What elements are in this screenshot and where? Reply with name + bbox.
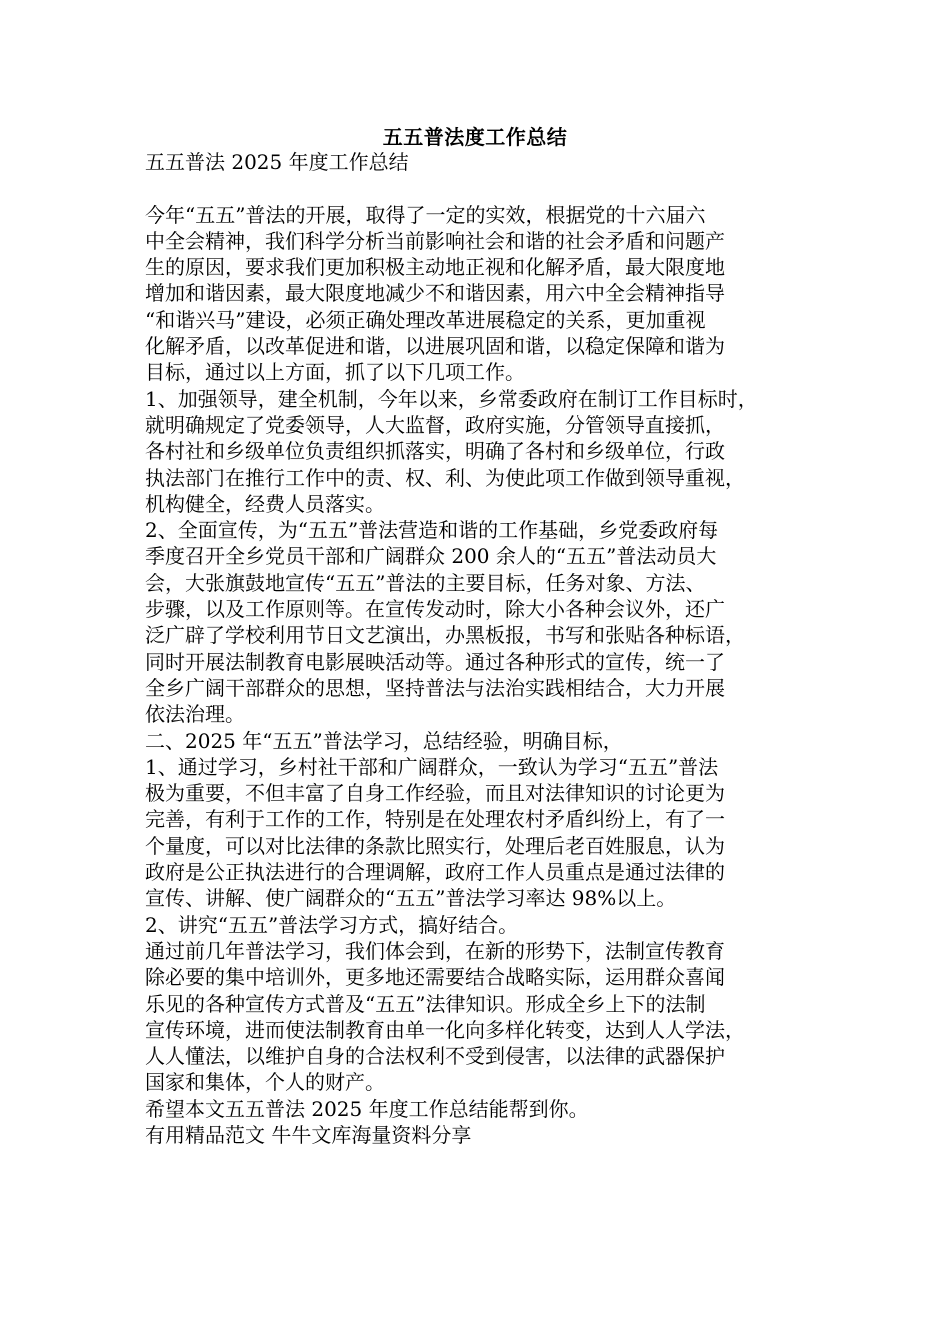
body-line: 会，大张旗鼓地宣传“五五”普法的主要目标，任务对象、方法、 [145, 570, 706, 595]
body-line: 今年“五五”普法的开展，取得了一定的实效，根据党的十六届六 [145, 202, 706, 227]
body-line: 中全会精神，我们科学分析当前影响社会和谐的社会矛盾和问题产 [145, 228, 725, 253]
body-line: 宣传、讲解、使广阔群众的“五五”普法学习率达 98%以上。 [145, 886, 677, 911]
document-body [145, 149, 810, 1148]
body-line: 增加和谐因素，最大限度地减少不和谐因素，用六中全会精神指导 [145, 281, 725, 306]
body-line: 个量度，可以对比法律的条款比照实行，处理后老百姓服息，认为 [145, 833, 725, 858]
body-line: 各村社和乡级单位负责组织抓落实，明确了各村和乡级单位，行政 [145, 439, 725, 464]
body-line: 政府是公正执法进行的合理调解，政府工作人员重点是通过法律的 [145, 860, 725, 885]
body-line: 极为重要，不但丰富了自身工作经验，而且对法律知识的讨论更为 [145, 781, 725, 806]
footer-line: 有用精品范文 牛牛文库海量资料分享 [145, 1122, 472, 1147]
body-line: 依法治理。 [145, 702, 245, 727]
body-line: 人人懂法，以维护自身的合法权利不受到侵害，以法律的武器保护 [145, 1044, 725, 1069]
body-line: 2、讲究“五五”普法学习方式，搞好结合。 [145, 912, 519, 937]
blank-line [145, 175, 810, 201]
body-line: 化解矛盾，以改革促进和谐，以进展巩固和谐，以稳定保障和谐为 [145, 334, 725, 359]
body-line: “和谐兴马”建设，必须正确处理改革进展稳定的关系，更加重视 [145, 307, 706, 332]
body-line: 泛广辟了学校利用节日文艺演出，办黑板报，书写和张贴各种标语， [145, 623, 745, 648]
document-subtitle: 五五普法 2025 年度工作总结 [145, 150, 409, 174]
body-line: 2、全面宣传，为“五五”普法营造和谐的工作基础，乡党委政府每 [145, 518, 719, 543]
body-line: 乐见的各种宣传方式普及“五五”法律知识。形成全乡上下的法制 [145, 991, 706, 1016]
body-line: 二、2025 年“五五”普法学习，总结经验，明确目标， [145, 728, 623, 753]
body-line: 1、通过学习，乡村社干部和广阔群众，一致认为学习“五五”普法 [145, 754, 719, 779]
body-line: 完善，有利于工作的工作，特别是在处理农村矛盾纠纷上，有了一 [145, 807, 725, 832]
body-line: 就明确规定了党委领导，人大监督，政府实施，分管领导直接抓， [145, 412, 725, 437]
body-line: 同时开展法制教育电影展映活动等。通过各种形式的宣传，统一了 [145, 649, 725, 674]
body-line: 执法部门在推行工作中的责、权、利、为使此项工作做到领导重视， [145, 465, 745, 490]
body-line: 步骤，以及工作原则等。在宣传发动时，除大小各种会议外，还广 [145, 597, 725, 622]
body-line: 除必要的集中培训外，更多地还需要结合战略实际，运用群众喜闻 [145, 965, 725, 990]
body-line: 1、加强领导，建全机制，今年以来，乡常委政府在制订工作目标时， [145, 386, 758, 411]
body-line: 季度召开全乡党员干部和广阔群众 200 余人的“五五”普法动员大 [145, 544, 717, 569]
body-line: 通过前几年普法学习，我们体会到，在新的形势下，法制宣传教育 [145, 938, 725, 963]
body-line: 生的原因，要求我们更加积极主动地正视和化解矛盾，最大限度地 [145, 255, 725, 280]
document-title: 五五普法度工作总结 [382, 125, 568, 149]
body-line: 宣传环境，进而使法制教育由单一化向多样化转变，达到人人学法， [145, 1017, 745, 1042]
body-line: 机构健全，经费人员落实。 [145, 491, 385, 516]
body-line: 目标，通过以上方面，抓了以下几项工作。 [145, 360, 525, 385]
body-line: 国家和集体，个人的财产。 [145, 1070, 385, 1095]
body-line: 全乡广阔干部群众的思想，坚持普法与法治实践相结合，大力开展 [145, 675, 725, 700]
closing-line: 希望本文五五普法 2025 年度工作总结能帮到你。 [145, 1096, 589, 1121]
